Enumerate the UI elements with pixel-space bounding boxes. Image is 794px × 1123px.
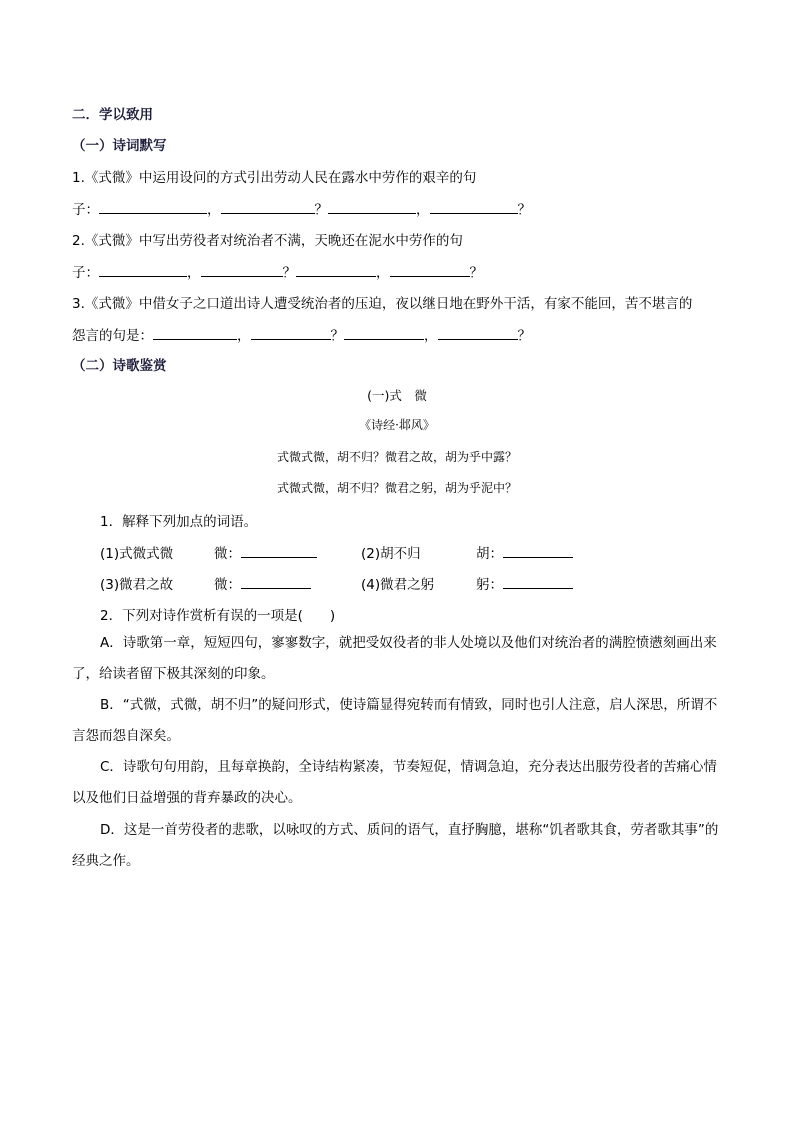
punct-comma: ， (207, 202, 221, 218)
word-item: (2)胡不归 (361, 546, 421, 562)
answer-blank[interactable] (99, 263, 187, 277)
option-c[interactable]: C．诗歌句句用韵，且每章换韵，全诗结构紧凑，节奏短促，情调急迫，充分表达出服劳役者的苦痛心情以及他们日益增强的背弃暴政的决心。 (72, 759, 717, 806)
answer-blank[interactable] (503, 575, 573, 589)
answer-blank[interactable] (296, 263, 376, 277)
recitation-q2-text: 2.《式微》中写出劳役者对统治者不满，天晚还在泥水中劳作的句 (72, 233, 463, 249)
recitation-q1-answer-line (72, 198, 531, 218)
section-title: 二．学以致用 (72, 107, 153, 123)
recitation-q3-answer-line (72, 324, 531, 344)
subsection-appreciation-title: （二）诗歌鉴赏 (72, 358, 167, 374)
punct-question: ？ (330, 328, 344, 344)
answer-lead: 子： (72, 202, 99, 218)
option-b[interactable]: B．“式微，式微，胡不归”的疑问形式，使诗篇显得宛转而有情致，同时也引人注意，启人深思，所谓不言怨而怨自深矣。 (72, 697, 718, 744)
word-item-answer: 微： (214, 573, 311, 593)
answer-blank[interactable] (99, 200, 207, 214)
option-a[interactable]: A．诗歌第一章，短短四句，寥寥数字，就把受奴役者的非人处境以及他们对统治者的满腔愤懑刻画出来了，给读者留下极其深刻的印象。 (72, 635, 717, 682)
punct-question: ？ (517, 202, 531, 218)
answer-blank[interactable] (241, 575, 311, 589)
answer-blank[interactable] (241, 544, 317, 558)
poem-line-2: 式微式微，胡不归？微君之躬，胡为乎泥中？ (276, 481, 517, 495)
answer-lead: 怨言的句是： (72, 328, 153, 344)
punct-comma: ， (376, 265, 390, 281)
punct-question: ？ (314, 202, 328, 218)
poem-source: 《诗经·邶风》 (359, 418, 435, 432)
recitation-q3-text: 3.《式微》中借女子之口道出诗人遭受统治者的压迫，夜以继日地在野外干活，有家不能回，苦不堪言的 (72, 296, 693, 312)
word-item: (3)微君之故 (100, 577, 174, 593)
punct-comma: ， (424, 328, 438, 344)
punct-question: ？ (469, 265, 483, 281)
word-item-answer: 躬： (476, 573, 573, 593)
appreciation-q1-title: 1．解释下列加点的词语。 (100, 514, 258, 530)
poem-title: (一)式 微 (367, 388, 427, 403)
answer-blank[interactable] (221, 200, 315, 214)
subsection-recitation-title: （一）诗词默写 (72, 138, 167, 154)
answer-blank[interactable] (390, 263, 470, 277)
word-item: (1)式微式微 (100, 546, 174, 562)
answer-blank[interactable] (328, 200, 416, 214)
punct-comma: ， (237, 328, 251, 344)
punct-question: ？ (282, 265, 296, 281)
punct-comma: ， (416, 202, 430, 218)
punct-comma: ， (187, 265, 201, 281)
recitation-q2-answer-line (72, 261, 483, 281)
answer-blank[interactable] (430, 200, 518, 214)
answer-blank[interactable] (201, 263, 283, 277)
poem-line-1: 式微式微，胡不归？微君之故，胡为乎中露？ (276, 450, 517, 464)
word-item: (4)微君之躬 (361, 577, 435, 593)
word-item-answer: 胡： (476, 542, 573, 562)
word-item-answer: 微： (214, 542, 317, 562)
option-d[interactable]: D．这是一首劳役者的悲歌，以咏叹的方式、质问的语气，直抒胸臆，堪称“饥者歌其食，劳者歌其事”的经典之作。 (72, 822, 719, 869)
answer-blank[interactable] (251, 326, 331, 340)
punct-question: ？ (517, 328, 531, 344)
answer-blank[interactable] (503, 544, 573, 558)
recitation-q1-text: 1.《式微》中运用设问的方式引出劳动人民在露水中劳作的艰辛的句 (72, 170, 477, 186)
appreciation-q2-title: 2．下列对诗作赏析有误的一项是( ) (100, 608, 336, 624)
answer-blank[interactable] (344, 326, 424, 340)
answer-blank[interactable] (438, 326, 518, 340)
answer-lead: 子： (72, 265, 99, 281)
answer-blank[interactable] (153, 326, 237, 340)
